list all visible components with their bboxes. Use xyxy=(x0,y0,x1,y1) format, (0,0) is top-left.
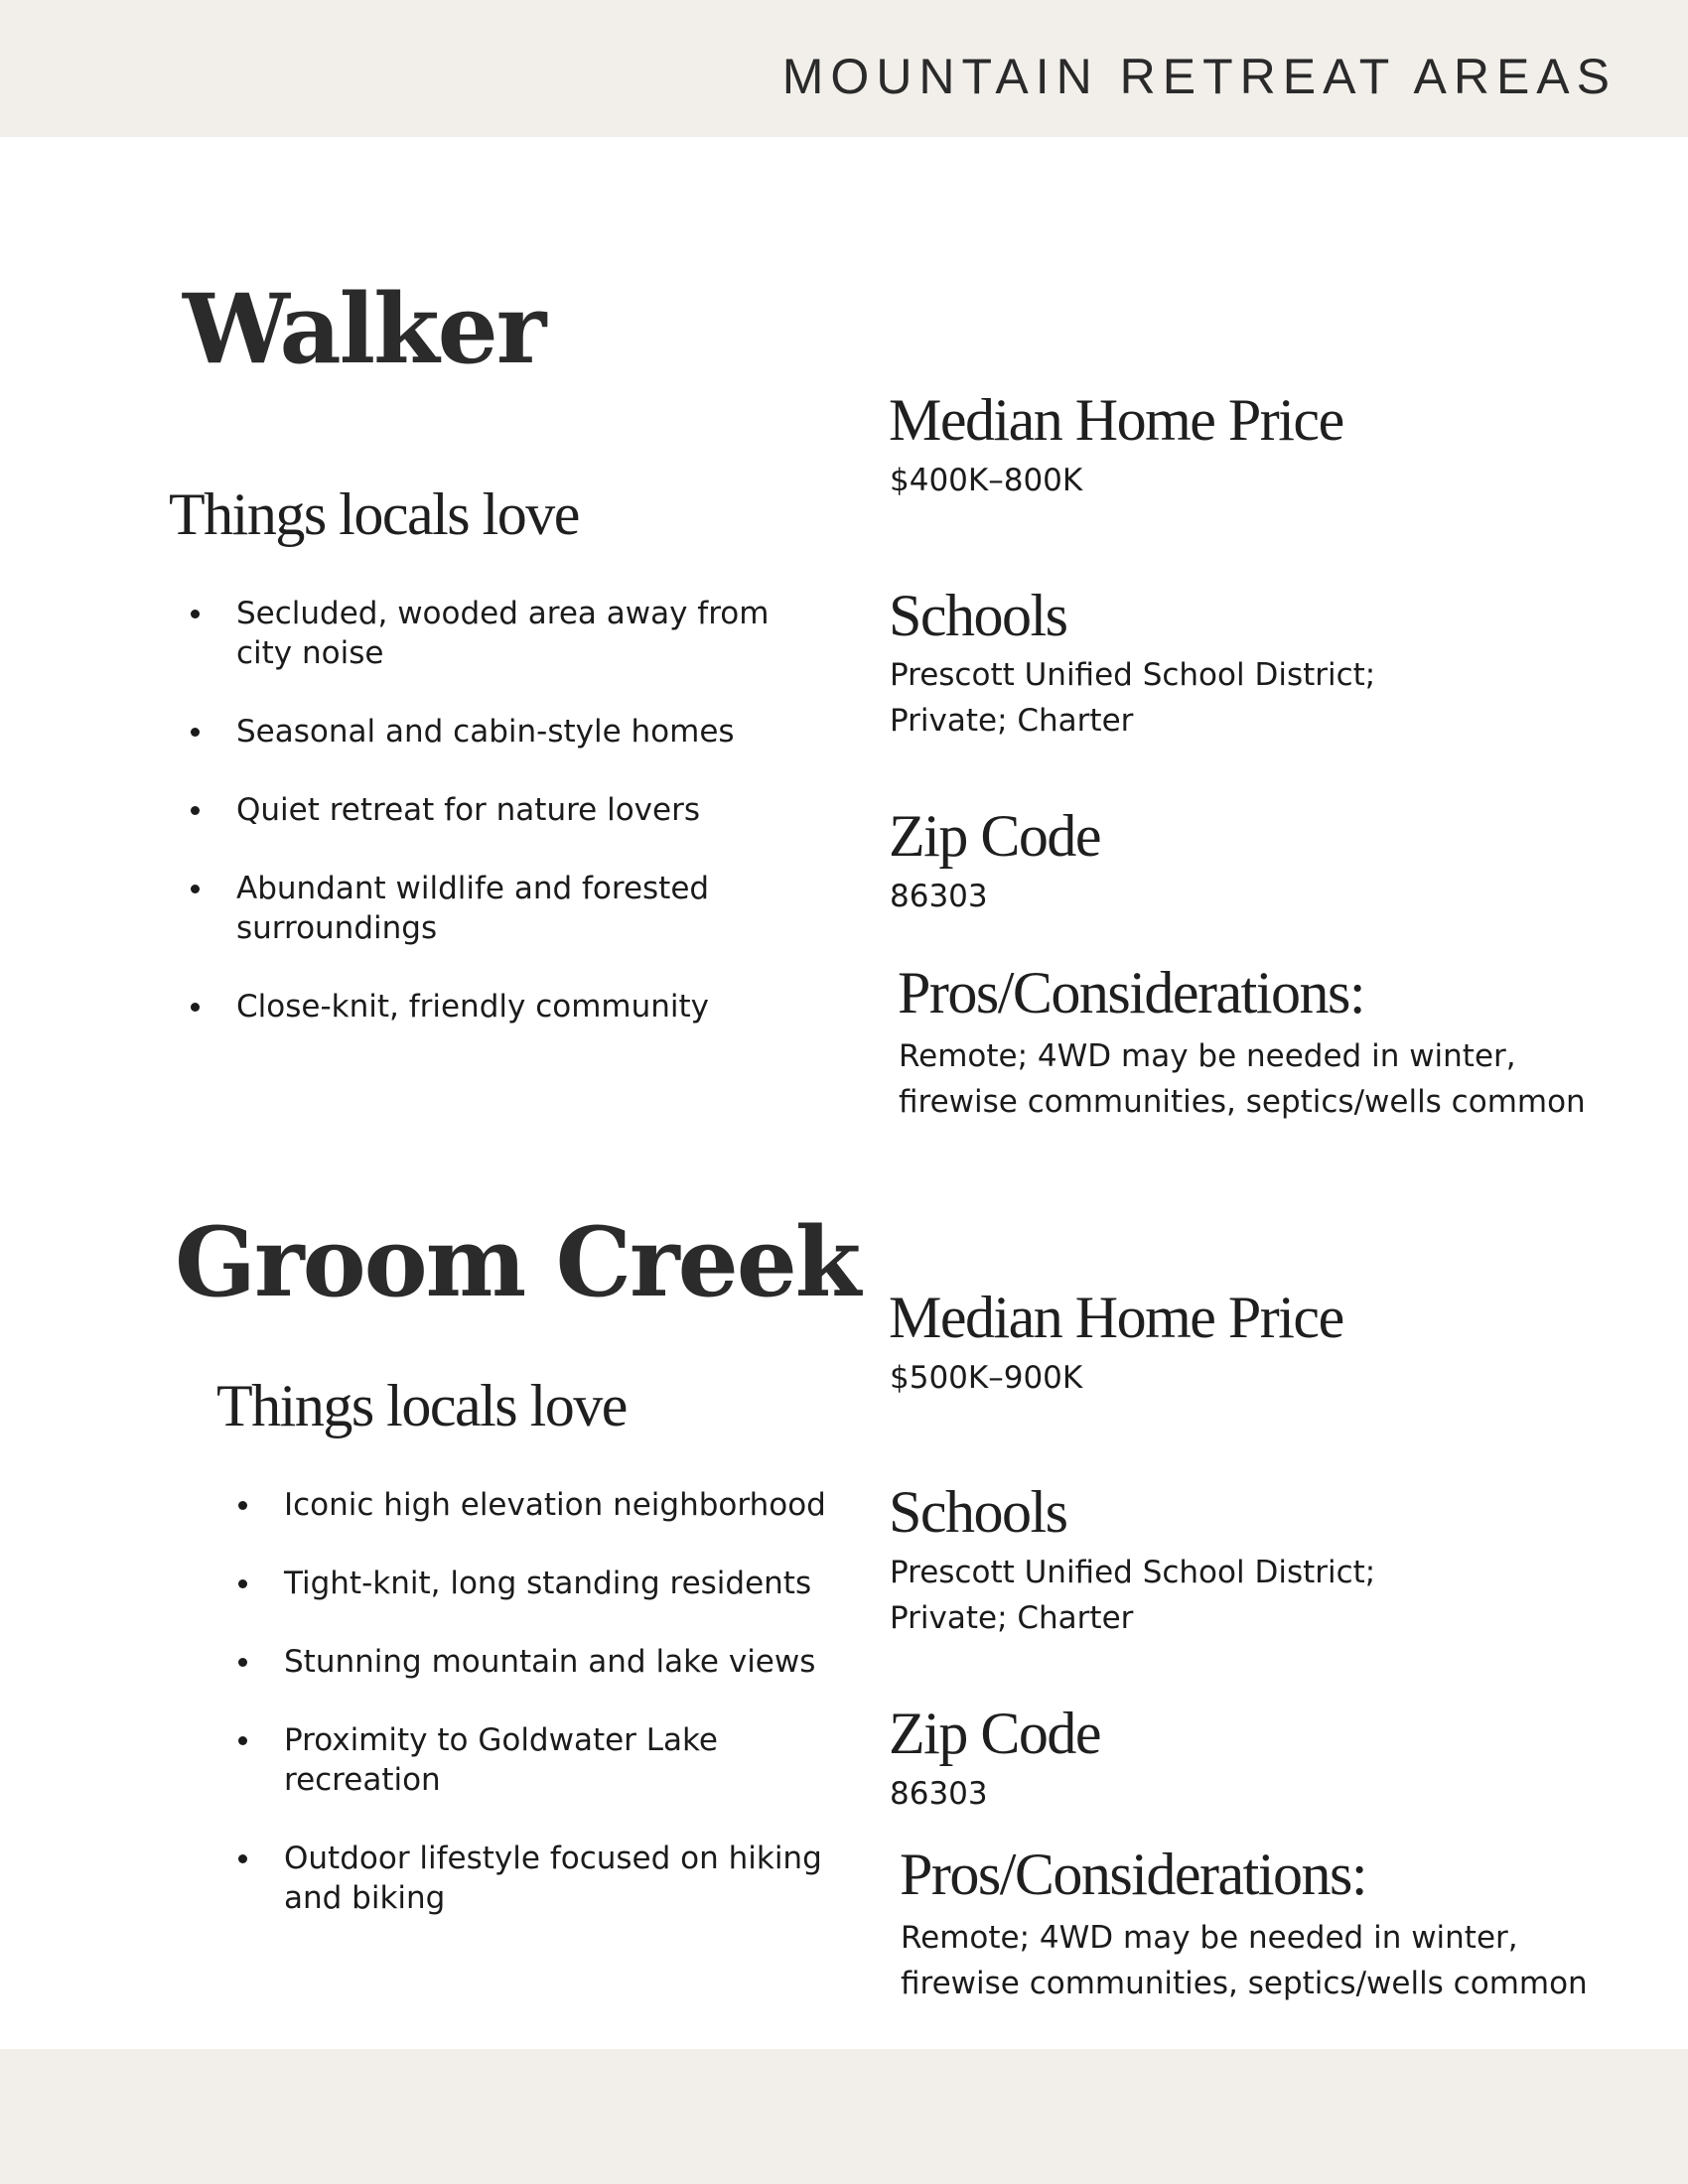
footer-band xyxy=(0,2049,1688,2184)
list-item: Tight-knit, long standing residents xyxy=(228,1564,864,1603)
schools-label-groom-creek: Schools xyxy=(889,1479,1067,1545)
pros-considerations-value-walker xyxy=(899,1033,1586,1125)
list-item: Close-knit, friendly community xyxy=(181,987,816,1026)
locals-love-list-walker xyxy=(181,594,816,1065)
schools-value-walker xyxy=(890,652,1375,744)
list-item: Iconic high elevation neighborhood xyxy=(228,1485,864,1525)
pros-line: Remote; 4WD may be needed in winter, xyxy=(899,1038,1516,1074)
schools-line: Private; Charter xyxy=(890,703,1134,739)
list-item: Outdoor lifestyle focused on hiking and biking xyxy=(228,1839,864,1918)
list-item: Secluded, wooded area away from city noise xyxy=(181,594,816,673)
zip-code-label-walker: Zip Code xyxy=(889,803,1100,869)
median-price-label-groom-creek: Median Home Price xyxy=(889,1285,1343,1350)
list-item: Proximity to Goldwater Lake recreation xyxy=(228,1720,864,1800)
things-locals-love-heading-groom-creek: Things locals love xyxy=(216,1373,627,1438)
pros-line: firewise communities, septics/wells common xyxy=(901,1966,1588,2001)
schools-line: Prescott Unified School District; xyxy=(890,657,1376,693)
things-locals-love-heading-walker: Things locals love xyxy=(169,481,579,547)
list-item: Quiet retreat for nature lovers xyxy=(181,790,816,830)
median-price-value-walker: $400K–800K xyxy=(890,463,1083,498)
pros-line: firewise communities, septics/wells common xyxy=(899,1084,1586,1120)
header-band xyxy=(0,0,1688,137)
list-item: Seasonal and cabin-style homes xyxy=(181,712,816,751)
area-title-groom-creek: Groom Creek xyxy=(175,1206,860,1318)
schools-line: Prescott Unified School District; xyxy=(890,1555,1376,1590)
pros-line: Remote; 4WD may be needed in winter, xyxy=(901,1920,1518,1956)
pros-considerations-value-groom-creek xyxy=(901,1915,1588,2006)
schools-label-walker: Schools xyxy=(889,583,1067,648)
area-title-walker: Walker xyxy=(183,273,545,385)
page-title: MOUNTAIN RETREAT AREAS xyxy=(781,49,1617,104)
locals-love-list-groom-creek xyxy=(228,1485,864,1957)
median-price-label-walker: Median Home Price xyxy=(889,387,1343,453)
pros-considerations-label-walker: Pros/Considerations: xyxy=(898,960,1365,1025)
zip-code-value-walker: 86303 xyxy=(890,879,988,914)
median-price-value-groom-creek: $500K–900K xyxy=(890,1360,1083,1396)
zip-code-label-groom-creek: Zip Code xyxy=(889,1701,1100,1766)
list-item: Stunning mountain and lake views xyxy=(228,1642,864,1682)
zip-code-value-groom-creek: 86303 xyxy=(890,1776,988,1812)
list-item: Abundant wildlife and forested surroundings xyxy=(181,869,816,948)
schools-value-groom-creek xyxy=(890,1550,1375,1641)
schools-line: Private; Charter xyxy=(890,1600,1134,1636)
pros-considerations-label-groom-creek: Pros/Considerations: xyxy=(900,1842,1367,1907)
